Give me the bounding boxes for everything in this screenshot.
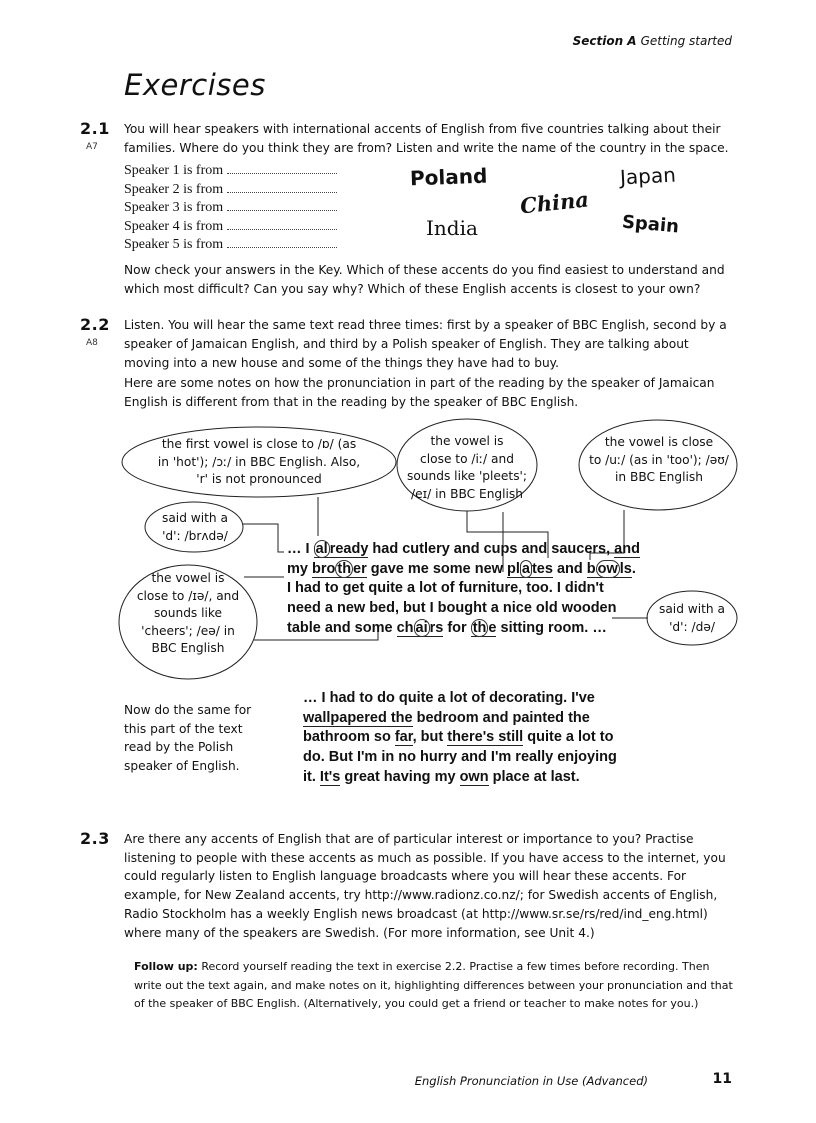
section-label: Section A <box>572 34 637 48</box>
speaker-line: Speaker 3 is from <box>124 199 337 218</box>
note-bubble-brother: said with a 'd': /brʌdə/ <box>161 511 228 543</box>
quote-line: … I al ready had cutlery and cups and saucers, and <box>287 541 640 557</box>
speaker-line: Speaker 1 is from <box>124 162 337 181</box>
follow-up-label: Follow up: <box>134 960 198 973</box>
country-poland: Poland <box>409 163 488 191</box>
quote-line: need a new bed, but I bought a nice old wooden <box>287 600 617 617</box>
country-china: China <box>518 186 590 219</box>
country-spain: Spain <box>621 211 680 238</box>
book-title-footer: English Pronunciation in Use (Advanced) <box>414 1074 648 1088</box>
audio-track-a7: A7 <box>86 142 98 152</box>
audio-track-a8: A8 <box>86 338 98 348</box>
quote-line: … I had to do quite a lot of decorating. I've <box>303 690 595 706</box>
exercise-2-1-followon: Now check your answers in the Key. Which of these accents do you find easiest to understand and which most difficult? Can you say why? Which of these English accents is closest to your own? <box>124 263 725 296</box>
speaker-line: Speaker 2 is from <box>124 181 337 200</box>
jamaican-reading-text <box>287 540 647 639</box>
page-title: Exercises <box>124 68 266 102</box>
quote-line: it. It's great having my own place at last. <box>303 768 580 785</box>
note-bubble-plates: the vowel is close to /iː/ and sounds like 'pleets'; /eɪ/ in BBC English <box>406 434 528 501</box>
connector-line <box>242 524 284 552</box>
country-india: India <box>426 216 478 240</box>
note-bubble-chairs: the vowel is close to /ɪə/, and sounds like 'cheers'; /eə/ in BBC English <box>136 571 240 655</box>
exercise-number-2-1: 2.1 <box>80 119 110 138</box>
follow-up-note <box>134 958 734 1014</box>
exercise-2-2-notes-intro: Here are some notes on how the pronunciation in part of the reading by the speaker of Jamaican English is different from that in the reading by the speaker of BBC English. <box>124 376 715 409</box>
country-japan: Japan <box>619 162 677 190</box>
note-bubble-the: said with a 'd': /də/ <box>658 602 725 634</box>
quote-line: I had to get quite a lot of furniture, too. I didn't <box>287 580 604 597</box>
quote-line: my bro th er gave me some new pl a tes and b ow ls. <box>287 560 636 577</box>
speaker-line: Speaker 4 is from <box>124 218 337 237</box>
exercise-2-1-intro: You will hear speakers with international accents of English from five countries talking about their families. Where do you think they are from? Listen and write the name of the country in the space. <box>124 122 729 155</box>
exercise-2-2-intro: Listen. You will hear the same text read three times: first by a speaker of BBC English, second by a speaker of Jamaican English, and third by a Polish speaker of English. They are talking about moving into a new house and some of the things they have had to buy. <box>124 318 727 370</box>
chapter-label: Getting started <box>640 34 732 48</box>
note-bubble-bowls: the vowel is close to /uː/ (as in 'too'); /əʊ/ in BBC English <box>589 435 729 484</box>
page-number: 11 <box>712 1071 732 1087</box>
note-bubble-already: the first vowel is close to /ɒ/ (as in 'hot'); /ɔː/ in BBC English. Also, 'r' is not pronounced <box>157 437 361 486</box>
quote-line: wallpapered the bedroom and painted the <box>303 709 590 726</box>
quote-line: bathroom so far, but there's still quite a lot to <box>303 729 614 746</box>
exercise-2-3-text: Are there any accents of English that are of particular interest or importance to you? Practise listening to people with these accents as much as possible. If you have access to the internet, you could regularly listen to English language broadcasts where you will hear these accents. For example, for New Zealand accents, try http://www.radionz.co.nz/; for Swedish accents of English, Radio Stockholm has a weekly English news broadcast (at http://www.sr.se/rs/red/ind_eng.html) where many of the speakers are Swedish. (For more information, see Unit 4.) <box>124 832 726 940</box>
exercise-number-2-2: 2.2 <box>80 315 110 334</box>
speaker-line: Speaker 5 is from <box>124 236 337 255</box>
follow-up-text: Record yourself reading the text in exercise 2.2. Practise a few times before recording. Then write out the text again, and make notes on it, highlighting differences between your pronunciation and that of the speaker of BBC English. (Alternatively, you could get a friend or teacher to make notes for you.) <box>134 960 733 1010</box>
polish-reading-prompt: Now do the same for this part of the text read by the Polish speaker of English. <box>124 703 252 773</box>
polish-reading-text <box>303 689 633 788</box>
quote-line: table and some ch ai rs for th e sitting room. … <box>287 619 607 636</box>
quote-line: do. But I'm in no hurry and I'm really enjoying <box>303 749 617 766</box>
exercise-number-2-3: 2.3 <box>80 829 110 848</box>
